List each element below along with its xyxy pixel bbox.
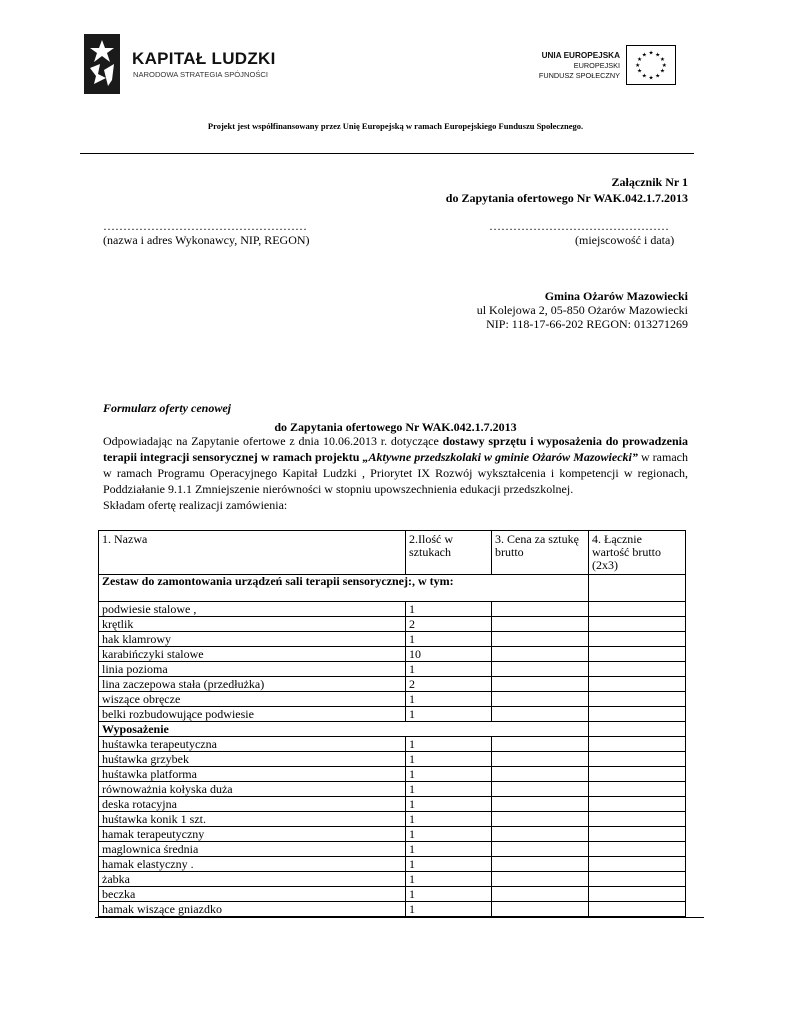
item-quantity-cell: 1 bbox=[406, 752, 492, 767]
table-row bbox=[99, 782, 686, 797]
eu-logo bbox=[538, 45, 688, 90]
unit-price-cell[interactable] bbox=[492, 677, 589, 692]
item-quantity-cell: 2 bbox=[406, 617, 492, 632]
item-name-cell: żabka bbox=[99, 872, 406, 887]
item-quantity-cell: 1 bbox=[406, 872, 492, 887]
item-quantity-cell: 1 bbox=[406, 797, 492, 812]
eu-line3: FUNDUSZ SPOŁECZNY bbox=[538, 71, 620, 80]
unit-price-cell[interactable] bbox=[492, 827, 589, 842]
total-price-cell[interactable] bbox=[589, 737, 686, 752]
unit-price-cell[interactable] bbox=[492, 887, 589, 902]
header-total: 4. Łącznie wartość brutto (2x3) bbox=[589, 531, 686, 575]
table-row bbox=[99, 737, 686, 752]
cofinancing-note: Projekt jest współfinansowany przez Unię Europejską w ramach Europejskiego Funduszu Społecznego. bbox=[207, 121, 584, 131]
section-row bbox=[99, 722, 686, 737]
item-name-cell: linia pozioma bbox=[99, 662, 406, 677]
svg-text:★: ★ bbox=[655, 73, 661, 80]
section-title: Zestaw do zamontowania urządzeń sali terapii sensorycznej:, w tym: bbox=[99, 575, 589, 602]
item-name-cell: huśtawka grzybek bbox=[99, 752, 406, 767]
section-title: Wyposażenie bbox=[99, 722, 589, 737]
item-quantity-cell: 1 bbox=[406, 782, 492, 797]
unit-price-cell[interactable] bbox=[492, 617, 589, 632]
svg-text:★: ★ bbox=[659, 68, 665, 75]
unit-price-cell[interactable] bbox=[492, 782, 589, 797]
item-quantity-cell: 1 bbox=[406, 767, 492, 782]
table-row bbox=[99, 902, 686, 917]
eu-line1: UNIA EUROPEJSKA bbox=[541, 51, 620, 60]
total-price-cell[interactable] bbox=[589, 617, 686, 632]
table-row bbox=[99, 812, 686, 827]
form-subtitle: do Zapytania ofertowego Nr WAK.042.1.7.2013 bbox=[274, 420, 517, 434]
svg-text:★: ★ bbox=[648, 50, 654, 57]
footer-divider bbox=[95, 917, 704, 918]
svg-text:★: ★ bbox=[637, 57, 643, 64]
item-quantity-cell: 1 bbox=[406, 902, 492, 917]
table-row bbox=[99, 692, 686, 707]
table-row bbox=[99, 647, 686, 662]
kapital-ludzki-subtitle: NARODOWA STRATEGIA SPÓJNOŚCI bbox=[133, 70, 269, 79]
item-name-cell: huśtawka konik 1 szt. bbox=[99, 812, 406, 827]
item-name-cell: lina zaczepowa stała (przedłużka) bbox=[99, 677, 406, 692]
total-price-cell[interactable] bbox=[589, 662, 686, 677]
table-row bbox=[99, 752, 686, 767]
unit-price-cell[interactable] bbox=[492, 752, 589, 767]
table-row bbox=[99, 797, 686, 812]
table-row bbox=[99, 857, 686, 872]
svg-text:★: ★ bbox=[641, 52, 647, 59]
project-name: „Aktywne przedszkolaki w gminie Ożarów Mazowiecki” bbox=[362, 450, 638, 464]
unit-price-cell[interactable] bbox=[492, 767, 589, 782]
total-price-cell[interactable] bbox=[589, 647, 686, 662]
place-date-dots[interactable]: ……………………………………… bbox=[489, 219, 669, 233]
unit-price-cell[interactable] bbox=[492, 647, 589, 662]
total-price-cell[interactable] bbox=[589, 842, 686, 857]
item-quantity-cell: 1 bbox=[406, 707, 492, 722]
item-quantity-cell: 1 bbox=[406, 737, 492, 752]
svg-text:★: ★ bbox=[661, 62, 667, 69]
svg-text:★: ★ bbox=[635, 62, 641, 69]
kapital-ludzki-mark-icon bbox=[84, 34, 120, 94]
table-row bbox=[99, 887, 686, 902]
contractor-label: (nazwa i adres Wykonawcy, NIP, REGON) bbox=[103, 233, 310, 247]
item-name-cell: wiszące obręcze bbox=[99, 692, 406, 707]
total-price-cell[interactable] bbox=[589, 632, 686, 647]
total-price-cell[interactable] bbox=[589, 857, 686, 872]
item-quantity-cell: 1 bbox=[406, 632, 492, 647]
svg-text:★: ★ bbox=[637, 68, 643, 75]
item-name-cell: równoważnia kołyska duża bbox=[99, 782, 406, 797]
item-quantity-cell: 1 bbox=[406, 842, 492, 857]
offer-statement: Składam ofertę realizacji zamówienia: bbox=[103, 498, 288, 512]
table-row bbox=[99, 632, 686, 647]
item-name-cell: krętlik bbox=[99, 617, 406, 632]
unit-price-cell[interactable] bbox=[492, 707, 589, 722]
unit-price-cell[interactable] bbox=[492, 602, 589, 617]
intro-rest: w ramach w ramach Programu Operacyjnego Kapitał Ludzki , Priorytet IX Rozwój wykształcenia i kompetencji w regionach, Poddziałanie 9.1.1 Zmniejszenie nierówności w stopniu upowszechnienia edukacji przedszkolnej. bbox=[103, 450, 688, 496]
unit-price-cell[interactable] bbox=[492, 857, 589, 872]
eu-line2: EUROPEJSKI bbox=[573, 61, 620, 70]
item-name-cell: hak klamrowy bbox=[99, 632, 406, 647]
table-row bbox=[99, 827, 686, 842]
item-name-cell: beczka bbox=[99, 887, 406, 902]
unit-price-cell[interactable] bbox=[492, 662, 589, 677]
eu-flag-icon bbox=[626, 45, 676, 85]
table-header-row bbox=[99, 531, 686, 575]
total-price-cell[interactable] bbox=[589, 872, 686, 887]
item-name-cell: deska rotacyjna bbox=[99, 797, 406, 812]
svg-text:★: ★ bbox=[659, 57, 665, 64]
attachment-number: Załącznik Nr 1 bbox=[611, 175, 688, 189]
item-name-cell: karabińczyki stalowe bbox=[99, 647, 406, 662]
item-quantity-cell: 1 bbox=[406, 827, 492, 842]
svg-text:★: ★ bbox=[655, 52, 661, 59]
unit-price-cell[interactable] bbox=[492, 872, 589, 887]
unit-price-cell[interactable] bbox=[492, 902, 589, 917]
table-row bbox=[99, 617, 686, 632]
total-price-cell[interactable] bbox=[589, 812, 686, 827]
table-row bbox=[99, 872, 686, 887]
unit-price-cell[interactable] bbox=[492, 797, 589, 812]
item-quantity-cell: 1 bbox=[406, 812, 492, 827]
total-price-cell[interactable] bbox=[589, 902, 686, 917]
item-quantity-cell: 1 bbox=[406, 887, 492, 902]
recipient-name: Gmina Ożarów Mazowiecki bbox=[544, 289, 688, 303]
unit-price-cell[interactable] bbox=[492, 692, 589, 707]
total-price-cell[interactable] bbox=[589, 677, 686, 692]
item-quantity-cell: 1 bbox=[406, 602, 492, 617]
item-name-cell: belki rozbudowujące podwiesie bbox=[99, 707, 406, 722]
place-date-label: (miejscowość i data) bbox=[575, 233, 675, 247]
section-row bbox=[99, 575, 686, 602]
total-price-cell[interactable] bbox=[589, 602, 686, 617]
total-price-cell[interactable] bbox=[589, 692, 686, 707]
header-unit-price: 3. Cena za sztukę brutto bbox=[492, 531, 589, 575]
item-quantity-cell: 1 bbox=[406, 692, 492, 707]
intro-paragraph bbox=[103, 433, 688, 513]
header-quantity: 2.Ilość w sztukach bbox=[406, 531, 492, 575]
unit-price-cell[interactable] bbox=[492, 842, 589, 857]
section-total-cell[interactable] bbox=[589, 575, 686, 602]
table-row bbox=[99, 767, 686, 782]
form-title: Formularz oferty cenowej bbox=[103, 401, 231, 415]
table-row bbox=[99, 842, 686, 857]
attachment-reference: do Zapytania ofertowego Nr WAK.042.1.7.2013 bbox=[445, 191, 688, 205]
item-name-cell: podwiesie stalowe , bbox=[99, 602, 406, 617]
item-name-cell: huśtawka platforma bbox=[99, 767, 406, 782]
table-row bbox=[99, 602, 686, 617]
item-quantity-cell: 1 bbox=[406, 662, 492, 677]
item-name-cell: huśtawka terapeutyczna bbox=[99, 737, 406, 752]
total-price-cell[interactable] bbox=[589, 782, 686, 797]
eu-text bbox=[539, 51, 620, 81]
item-quantity-cell: 10 bbox=[406, 647, 492, 662]
total-price-cell[interactable] bbox=[589, 767, 686, 782]
kapital-ludzki-logo bbox=[84, 34, 276, 94]
recipient-ids: NIP: 118-17-66-202 REGON: 013271269 bbox=[486, 317, 688, 331]
total-price-cell[interactable] bbox=[589, 827, 686, 842]
contractor-dots[interactable]: …………………………………………… bbox=[103, 219, 307, 233]
total-price-cell[interactable] bbox=[589, 752, 686, 767]
section-total-cell[interactable] bbox=[589, 722, 686, 737]
item-quantity-cell: 2 bbox=[406, 677, 492, 692]
total-price-cell[interactable] bbox=[589, 887, 686, 902]
item-name-cell: hamak terapeutyczny bbox=[99, 827, 406, 842]
total-price-cell[interactable] bbox=[589, 797, 686, 812]
table-row bbox=[99, 677, 686, 692]
section1-rows bbox=[99, 602, 686, 722]
section2-rows bbox=[99, 737, 686, 917]
recipient-street: ul Kolejowa 2, 05-850 Ożarów Mazowiecki bbox=[476, 303, 688, 317]
svg-text:★: ★ bbox=[641, 73, 647, 80]
intro-text: Odpowiadając na Zapytanie ofertowe z dnia 10.06.2013 r. dotyczące bbox=[103, 434, 443, 448]
table-row bbox=[99, 662, 686, 677]
header-divider bbox=[80, 153, 694, 154]
header-name: 1. Nazwa bbox=[99, 531, 406, 575]
kapital-ludzki-title: KAPITAŁ LUDZKI bbox=[132, 49, 276, 68]
svg-text:★: ★ bbox=[648, 75, 654, 82]
unit-price-cell[interactable] bbox=[492, 632, 589, 647]
table-row bbox=[99, 707, 686, 722]
item-name-cell: hamak elastyczny . bbox=[99, 857, 406, 872]
unit-price-cell[interactable] bbox=[492, 812, 589, 827]
offer-table bbox=[98, 530, 686, 917]
unit-price-cell[interactable] bbox=[492, 737, 589, 752]
item-name-cell: hamak wiszące gniazdko bbox=[99, 902, 406, 917]
total-price-cell[interactable] bbox=[589, 707, 686, 722]
intro-bold: dostawy sprzętu i wyposażenia do prowadzenia terapii integracji sensorycznej w ramach projektu bbox=[103, 434, 688, 464]
item-name-cell: maglownica średnia bbox=[99, 842, 406, 857]
item-quantity-cell: 1 bbox=[406, 857, 492, 872]
